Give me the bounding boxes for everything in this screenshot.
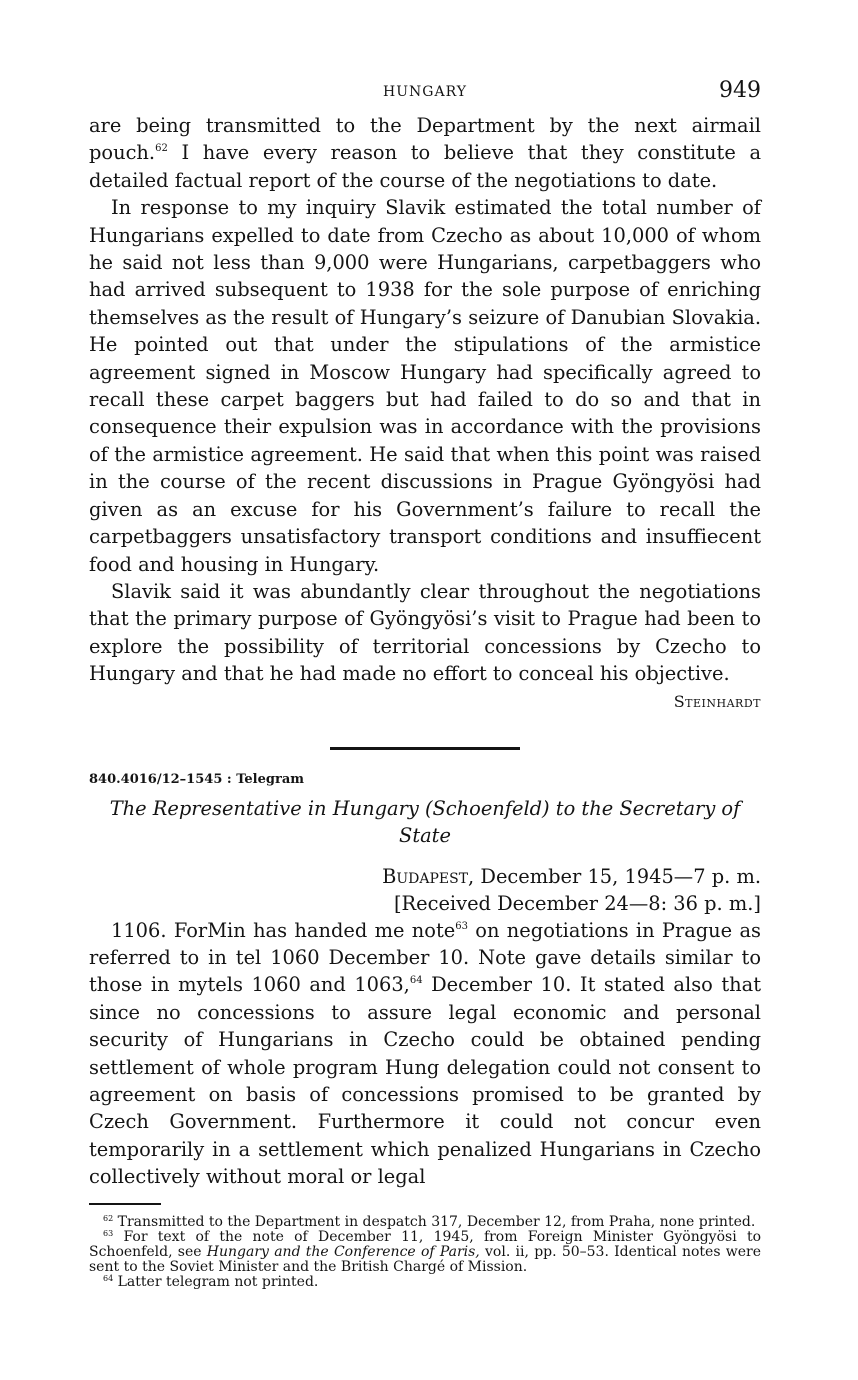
paragraph-1 [89,112,761,194]
footnote-63-text-a: For text of the note of December 11, 1945, from Foreign Minister Gyöngyösi to Schoenfeld, see [89,1228,761,1260]
footnote-63-mark: 63 [103,1228,114,1238]
telegram-body-a: 1106. ForMin has handed me note [111,918,456,942]
footnote-ref-62[interactable]: 62 [155,143,168,155]
page-header [89,78,761,112]
signature: Steinhardt [673,691,761,711]
footnote-64 [89,1275,761,1290]
file-number: 840.4016/12–1545 : Telegram [89,771,304,787]
footnote-62-text: Transmitted to the Department in despatch 317, December 12, from Praha, none printed. [113,1213,756,1230]
dateline-place: Budapest, [382,864,475,888]
document-title: The Representative in Hungary (Schoenfeld) to the Secretary of State [109,796,741,847]
footnote-64-mark: 64 [103,1273,114,1283]
paragraph-3: Slavik said it was abundantly clear throughout the negotiations that the primary purpose of Gyöngyösi’s visit to Prague had been to explore the possibility of territorial concessions by Czecho to Hungary and that he had made no effort to conceal his objective. [89,579,761,686]
running-title: HUNGARY [383,84,467,100]
footnotes [89,1215,761,1290]
received-line: [Received December 24—8: 36 p. m.] [393,891,761,915]
page-number: 949 [719,78,761,103]
footnote-ref-64[interactable]: 64 [409,975,423,987]
footnote-63 [89,1230,761,1275]
footnote-64-text: Latter telegram not printed. [113,1273,319,1290]
dateline-date: December 15, 1945—7 p. m. [474,864,761,888]
paragraph-1-tail: I have every reason to believe that they constitute a detailed factual report of the course of the negotiations to date. [89,141,761,192]
footnote-63-text-b: vol. ii, pp. 50–53. Identical notes were sent to the Soviet Minister and the British Chargé of Mission. [89,1243,762,1275]
telegram-body [89,917,761,1191]
footnote-ref-63[interactable]: 63 [455,920,468,932]
telegram-body-c: December 10. It stated also that since no concessions to assure legal economic and personal security of Hungarians in Czecho could be obtained pending settlement of whole program Hung delegation could not consent to agreement on basis of concessions promised to be granted by Czech Government. Furthermore it could not concur even temporarily in a settlement which penalized Hungarians in Czecho collectively without moral or legal [89,973,761,1189]
footnote-62-mark: 62 [103,1213,114,1223]
paragraph-2: In response to my inquiry Slavik estimated the total number of Hungarians expelled to date from Czecho as about 10,000 of whom he said not less than 9,000 were Hungarians, carpetbaggers who had arrived subsequent to 1938 for the sole purpose of enriching themselves as the result of Hungary’s seizure of Danubian Slovakia. He pointed out that under the stipulations of the armistice agreement signed in Moscow Hungary had specifically agreed to recall these carpet baggers but had failed to do so and that in consequence their expulsion was in accordance with the provisions of the armistice agreement. He said that when this point was raised in the course of the recent discussions in Prague Gyöngyösi had given as an excuse for his Government’s failure to recall the carpetbaggers unsatisfactory transport conditions and insuffiecent food and housing in Hungary. [89,196,761,576]
footnote-62 [89,1215,761,1230]
paragraph-1-text: are being transmitted to the Department by the next airmail pouch. [89,114,761,165]
dateline [89,863,761,890]
section-divider [330,747,520,750]
footnote-divider [89,1203,161,1205]
telegram-body-b: on negotiations in Prague as referred to in tel 1060 December 10. Note gave details similar to those in mytels 1060 and 1063, [89,918,761,997]
document-page [89,78,761,1290]
footnote-63-title: Hungary and the Conference of Paris, [206,1243,480,1260]
